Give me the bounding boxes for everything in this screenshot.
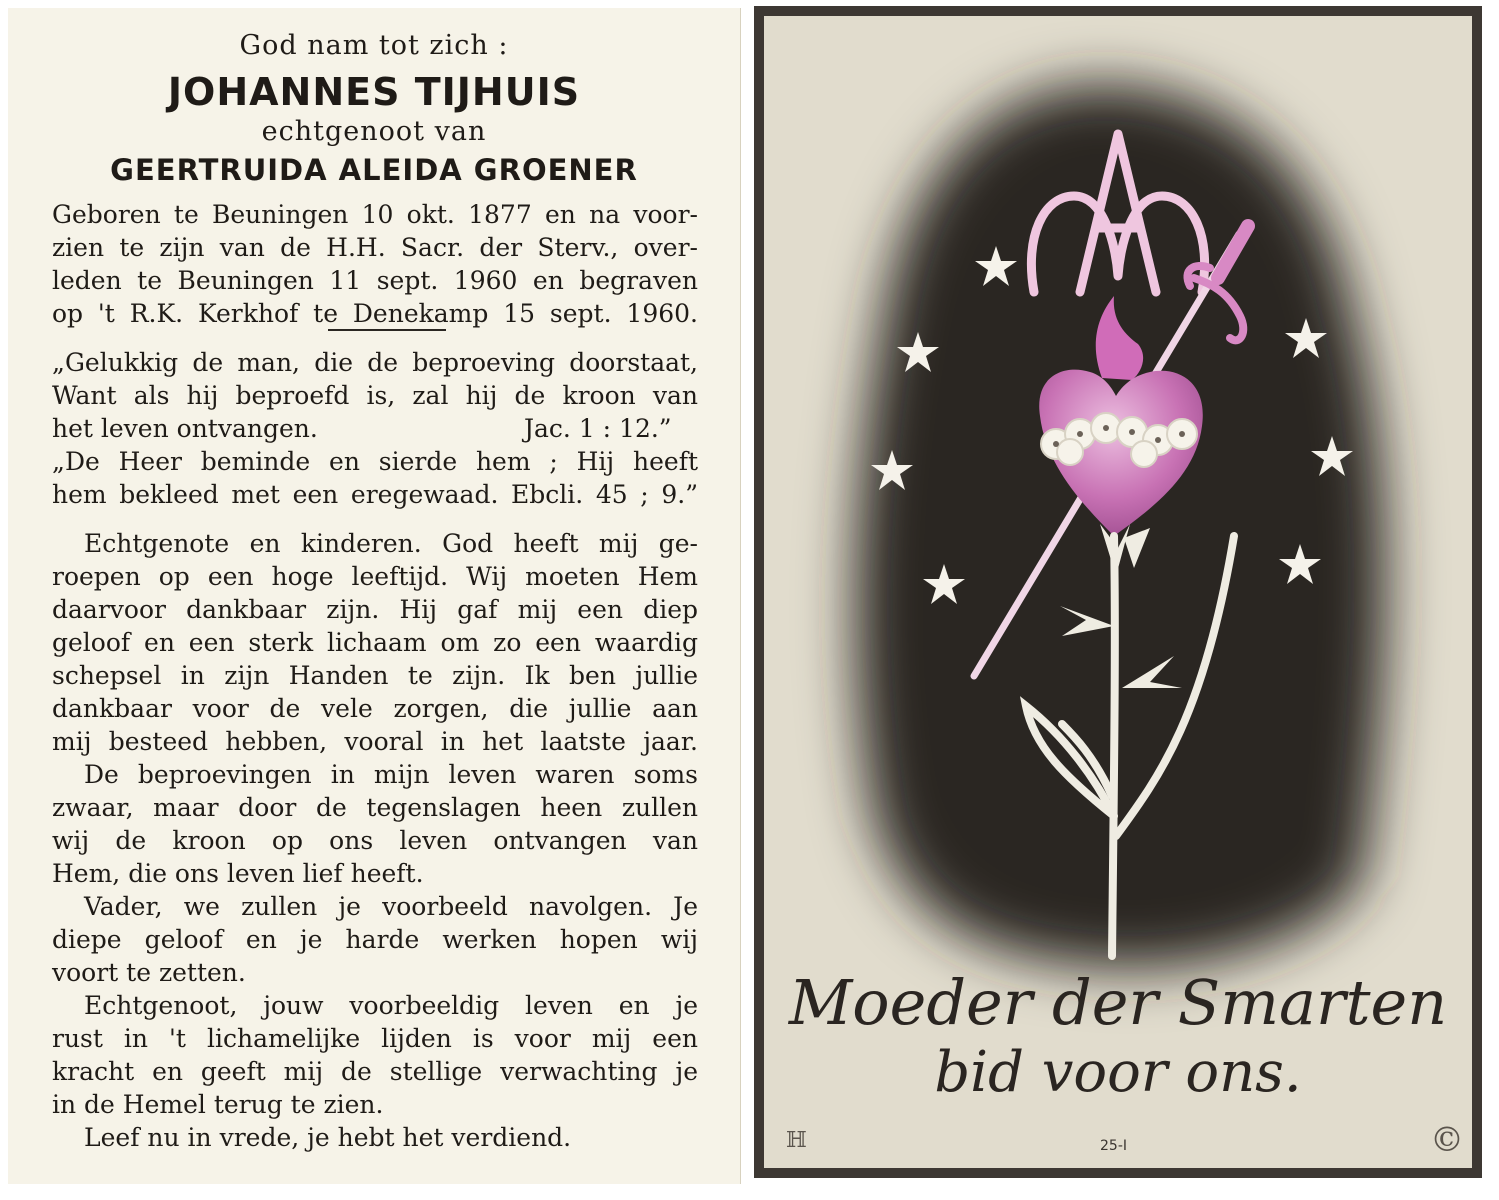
bio-line: op 't R.K. Kerkhof te Denekamp 15 sept. 1960. (52, 299, 698, 328)
deceased-name: JOHANNES TIJHUIS (167, 70, 581, 114)
message-line: wij de kroon op ons leven ontvangen van (52, 826, 698, 855)
message-line: voort te zetten. (52, 958, 246, 987)
message-line: diepe geloof en je harde werken hopen wij (52, 925, 698, 954)
message-line: Echtgenote en kinderen. God heeft mij ge- (84, 529, 698, 558)
bio-line: zien te zijn van de H.H. Sacr. der Sterv., over- (52, 233, 698, 262)
intro-line: God nam tot zich : (239, 30, 509, 61)
quote-line: Want als hij beproefd is, zal hij de kroon van (52, 381, 698, 410)
spouse-label: echtgenoot van (261, 116, 487, 147)
message-line: geloof en een sterk lichaam om zo een waardig (52, 628, 698, 657)
message-line: zwaar, maar door de tegenslagen heen zullen (52, 793, 698, 822)
spouse-name: GEERTRUIDA ALEIDA GROENER (110, 153, 638, 187)
message-line: in de Hemel terug te zien. (52, 1090, 384, 1119)
message-line: kracht en geeft mij de stellige verwachting je (52, 1057, 698, 1086)
quote-line: „Gelukkig de man, die de beproeving doorstaat, (52, 348, 698, 377)
quote-reference: Jac. 1 : 12.” (524, 414, 672, 443)
picture-panel (764, 16, 1472, 1168)
message-line: schepsel in zijn Handen te zijn. Ik ben jullie (52, 661, 698, 690)
message-line: roepen op een hoge leeftijd. Wij moeten Hem (52, 562, 698, 591)
message-line: Leef nu in vrede, je hebt het verdiend. (84, 1123, 572, 1152)
message-line: Echtgenoot, jouw voorbeeldig leven en je (84, 991, 698, 1020)
message-line: dankbaar voor de vele zorgen, die jullie aan (52, 694, 698, 723)
bio-line: leden te Beuningen 11 sept. 1960 en begraven (52, 266, 698, 295)
memorial-text-card (8, 8, 741, 1184)
bio-line: Geboren te Beuningen 10 okt. 1877 en na voor- (52, 200, 698, 229)
message-line: Vader, we zullen je voorbeeld navolgen. Je (84, 892, 698, 921)
quote-line: hem bekleed met een eregewaad. Ebcli. 45 ; 9.” (52, 480, 698, 509)
caption-line-2: bid voor ons. (934, 1040, 1302, 1105)
message-line: mij besteed hebben, vooral in het laatste jaar. (52, 727, 698, 756)
message-line: Hem, die ons leven lief heeft. (52, 859, 424, 888)
devotional-picture-card (754, 6, 1482, 1178)
publisher-mark-right: © (1430, 1120, 1464, 1160)
quote-line: „De Heer beminde en sierde hem ; Hij heeft (52, 447, 698, 476)
card-number: 25-I (1100, 1138, 1127, 1154)
publisher-mark-left: ℍ (786, 1128, 807, 1153)
handwritten-underline (328, 329, 446, 331)
message-line: daarvoor dankbaar zijn. Hij gaf mij een diep (52, 595, 698, 624)
message-line: De beproevingen in mijn leven waren soms (84, 760, 698, 789)
quote-line: het leven ontvangen. (52, 414, 318, 443)
caption-line-1: Moeder der Smarten (788, 966, 1448, 1039)
message-line: rust in 't lichamelijke lijden is voor mij een (52, 1024, 698, 1053)
